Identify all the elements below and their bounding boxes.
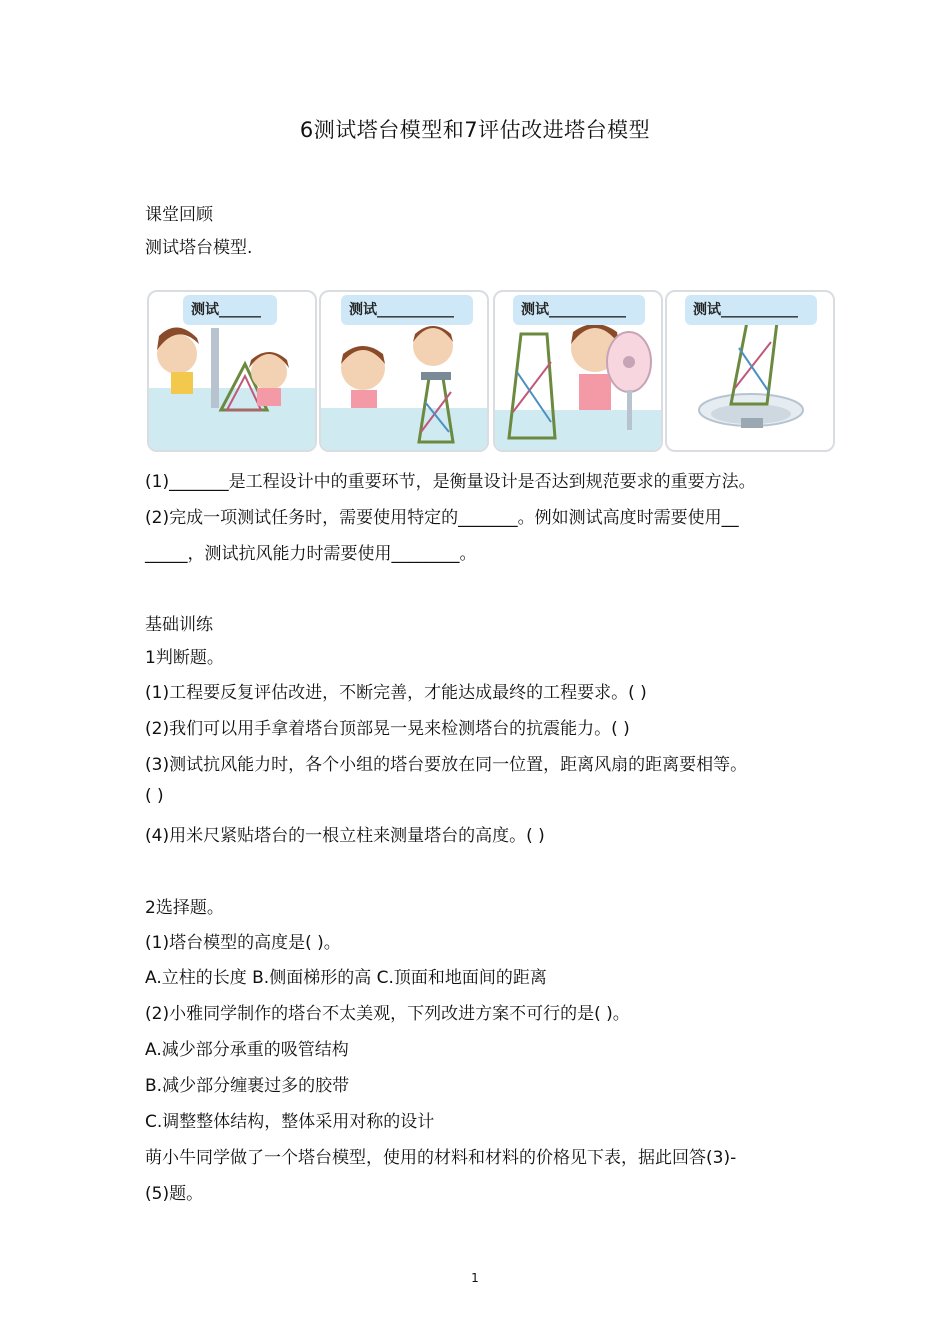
panel-label-4: 测试___________	[685, 295, 817, 325]
tf-item-4: (4)用米尺紧贴塔台的一根立柱来测量塔台的高度。( )	[145, 826, 545, 846]
tf-item-2: (2)我们可以用手拿着塔台顶部晃一晃来检测塔台的抗震能力。( )	[145, 719, 630, 739]
mc-question-1: (1)塔台模型的高度是( )。	[145, 933, 341, 953]
multiple-choice-title: 2选择题。	[145, 898, 224, 918]
panel-wind-test	[493, 290, 663, 452]
page-number: 1	[471, 1271, 479, 1285]
tf-item-3-answer: ( )	[145, 786, 164, 806]
document-title: 6测试塔台模型和7评估改进塔台模型	[299, 118, 651, 142]
mc-context-line-1: 萌小牛同学做了一个塔台模型，使用的材料和材料的价格见下表，据此回答(3)-	[145, 1148, 737, 1168]
subheading-test-tower: 测试塔台模型.	[145, 238, 253, 258]
true-false-title: 1判断题。	[145, 648, 224, 668]
mc-question-2: (2)小雅同学制作的塔台不太美观，下列改进方案不可行的是( )。	[145, 1004, 630, 1024]
section-heading-training: 基础训练	[145, 615, 213, 635]
panel-shake-test	[665, 290, 835, 452]
panel-label-3: 测试___________	[513, 295, 645, 325]
panel-label-2: 测试___________	[341, 295, 473, 325]
mc-context-line-2: (5)题。	[145, 1184, 204, 1204]
mc-question-2-option-a: A.减少部分承重的吸管结构	[145, 1040, 349, 1060]
mc-question-1-options: A.立柱的长度 B.侧面梯形的高 C.顶面和地面间的距离	[145, 968, 547, 988]
mc-question-2-option-b: B.减少部分缠裹过多的胶带	[145, 1076, 350, 1096]
panel-height-test	[147, 290, 317, 452]
tf-item-3: (3)测试抗风能力时，各个小组的塔台要放在同一位置，距离风扇的距离要相等。	[145, 755, 748, 775]
mc-question-2-option-c: C.调整整体结构，整体采用对称的设计	[145, 1112, 435, 1132]
review-question-2-line-1: (2)完成一项测试任务时，需要使用特定的_______。例如测试高度时需要使用__	[145, 508, 739, 528]
panel-label-1: 测试______	[183, 295, 277, 325]
illustration-panels	[145, 272, 835, 452]
tf-item-1: (1)工程要反复评估改进，不断完善，才能达成最终的工程要求。( )	[145, 683, 647, 703]
section-heading-review: 课堂回顾	[145, 205, 213, 225]
review-question-1: (1)_______是工程设计中的重要环节，是衡量设计是否达到规范要求的重要方法。	[145, 472, 756, 492]
review-question-2-line-2: _____，测试抗风能力时需要使用________。	[145, 544, 477, 564]
panel-weight-test	[319, 290, 489, 452]
